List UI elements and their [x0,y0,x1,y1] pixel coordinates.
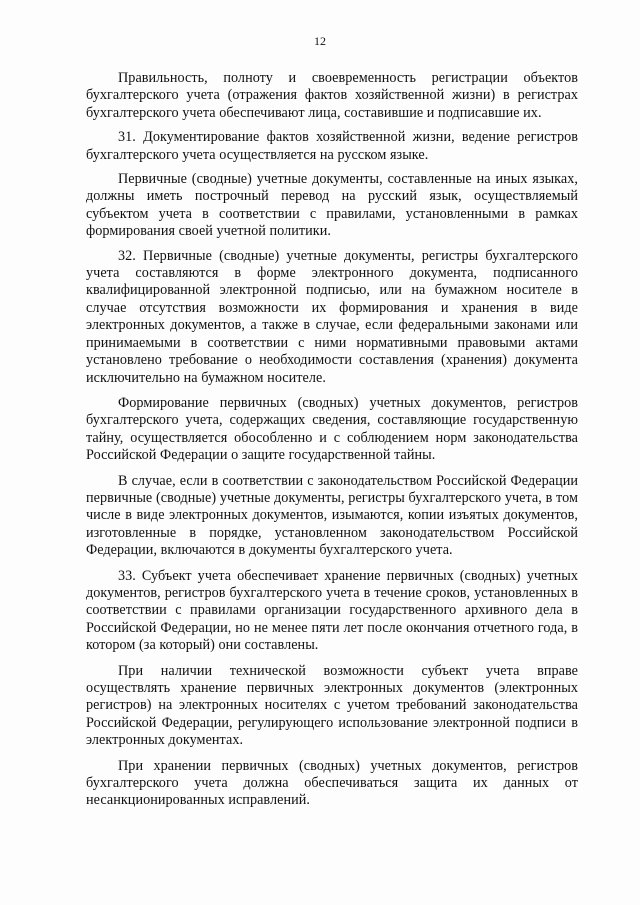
paragraph: Первичные (сводные) учетные документы, составленные на иных языках, должны иметь построчный перевод на русский язык, осуществляемый субъектом учета в соответствии с правилами, установленными в рамках формирования своей учетной политики. [86,171,578,240]
document-body [86,70,578,810]
paragraph-clause-33: 33. Субъект учета обеспечивает хранение первичных (сводных) учетных документов, регистров бухгалтерского учета в течение сроков, установленных в соответствии с правилами организации государственного архивного дела в Российской Федерации, но не менее пяти лет после окончания отчетного года, в котором (за который) они составлены. [86,567,578,654]
paragraph-clause-31: 31. Документирование фактов хозяйственной жизни, ведение регистров бухгалтерского учета осуществляется на русском языке. [86,129,578,163]
paragraph: При наличии технической возможности субъект учета вправе осуществлять хранение первичных электронных документов (электронных регистров) на электронных носителях с учетом требований законодательства Российской Федерации, регулирующего использование электронной подписи в электронных документах. [86,662,578,749]
paragraph: В случае, если в соответствии с законодательством Российской Федерации первичные (сводные) учетные документы, регистры бухгалтерского учета, в том числе в виде электронных документов, изымаются, копии изъятых документов, изготовленные в порядке, установленном законодательством Российской Федерации, включаются в документы бухгалтерского учета. [86,472,578,559]
paragraph: При хранении первичных (сводных) учетных документов, регистров бухгалтерского учета должна обеспечиваться защита их данных от несанкционированных исправлений. [86,757,578,809]
paragraph-clause-32: 32. Первичные (сводные) учетные документы, регистры бухгалтерского учета составляются в форме электронного документа, подписанного квалифицированной электронной подписью, или на бумажном носителе в случае отсутствия возможности их формирования и хранения в виде электронных документов, а также в случае, если федеральными законами или принимаемыми в соответствии с ними нормативными правовыми актами установлено требование о необходимости составления (хранения) документа исключительно на бумажном носителе. [86,247,578,386]
paragraph: Правильность, полноту и своевременность регистрации объектов бухгалтерского учета (отражения фактов хозяйственной жизни) в регистрах бухгалтерского учета обеспечивают лица, составившие и подписавшие их. [86,70,578,121]
page-number: 12 [314,34,326,48]
paragraph: Формирование первичных (сводных) учетных документов, регистров бухгалтерского учета, содержащих сведения, составляющие государственную тайну, осуществляется обособленно и с соблюдением норм законодательства Российской Федерации о защите государственной тайны. [86,394,578,464]
